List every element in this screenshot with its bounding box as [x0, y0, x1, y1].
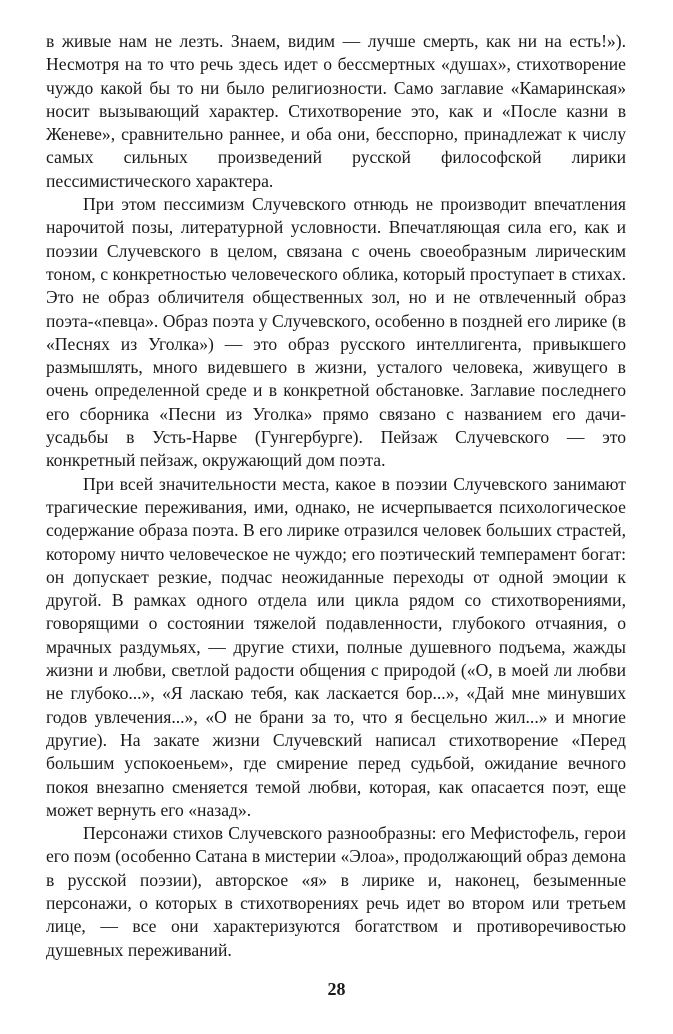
paragraph-characters: Персонажи стихов Случевского разнообразны: его Мефистофель, герои его поэм (особенно Сатана в мистерии «Элоа», продолжающий образ демона в русской поэзии), авторское «я» в лирике и, наконец, безыменные персонажи, о которых в стихотворениях речь идет во втором или третьем лице, — все они характеризуются богатством и противоречивостью душевных переживаний.: [46, 823, 626, 960]
page-body: [46, 30, 626, 962]
page-number: 28: [327, 979, 346, 999]
paragraph-continuation: в живые нам не лезть. Знаем, видим — лучше смерть, как ни на есть!»). Несмотря на то что речь здесь идет о бессмертных «душах», стихотворение чуждо какой бы то ни было религиозности. Само заглавие «Камаринская» носит вызывающий характер. Стихотворение это, как и «После казни в Женеве», сравнительно раннее, и оба они, бесспорно, принадлежат к числу самых сильных произведений русской философской лирики пессимистического характера.: [46, 31, 626, 191]
paragraph-pessimism: При этом пессимизм Случевского отнюдь не производит впечатления нарочитой позы, литературной условности. Впечатляющая сила его, как и поэзии Случевского в целом, связана с очень своеобразным лирическим тоном, с конкретностью человеческого облика, который проступает в стихах. Это не образ обличителя общественных зол, но и не отвлеченный образ поэта-«певца». Образ поэта у Случевского, особенно в поздней его лирике (в «Песнях из Уголка») — это образ русского интеллигента, привыкшего размышлять, много видевшего в жизни, усталого человека, живущего в очень определенной среде и в конкретной обстановке. Заглавие последнего его сборника «Песни из Уголка» прямо связано с названием его дачи-усадьбы в Усть-Нарве (Гунгербурге). Пейзаж Случевского — это конкретный пейзаж, окружающий дом поэта.: [46, 194, 626, 471]
paragraph-emotions: При всей значительности места, какое в поэзии Случевского занимают трагические переживания, ими, однако, не исчерпывается психологическое содержание образа поэта. В его лирике отразился человек больших страстей, которому ничто человеческое не чуждо; его поэтический темперамент богат: он допускает резкие, подчас неожиданные переходы от одной эмоции к другой. В рамках одного отдела или цикла рядом со стихотворениями, говорящими о состоянии тяжелой подавленности, глубокого отчаяния, о мрачных раздумьях, — другие стихи, полные душевного подъема, жажды жизни и любви, светлой радости общения с природой («О, в моей ли любви не глубоко...», «Я ласкаю тебя, как ласкается бор...», «Дай мне минувших годов увлечения...», «О не брани за то, что я бесцельно жил...» и многие другие). На закате жизни Случевский написал стихотворение «Перед большим успокоеньем», где смирение перед судьбой, ожидание вечного покоя внезапно сменяется темой любви, которая, как опасается поэт, еще может вернуть его «назад».: [46, 473, 626, 820]
